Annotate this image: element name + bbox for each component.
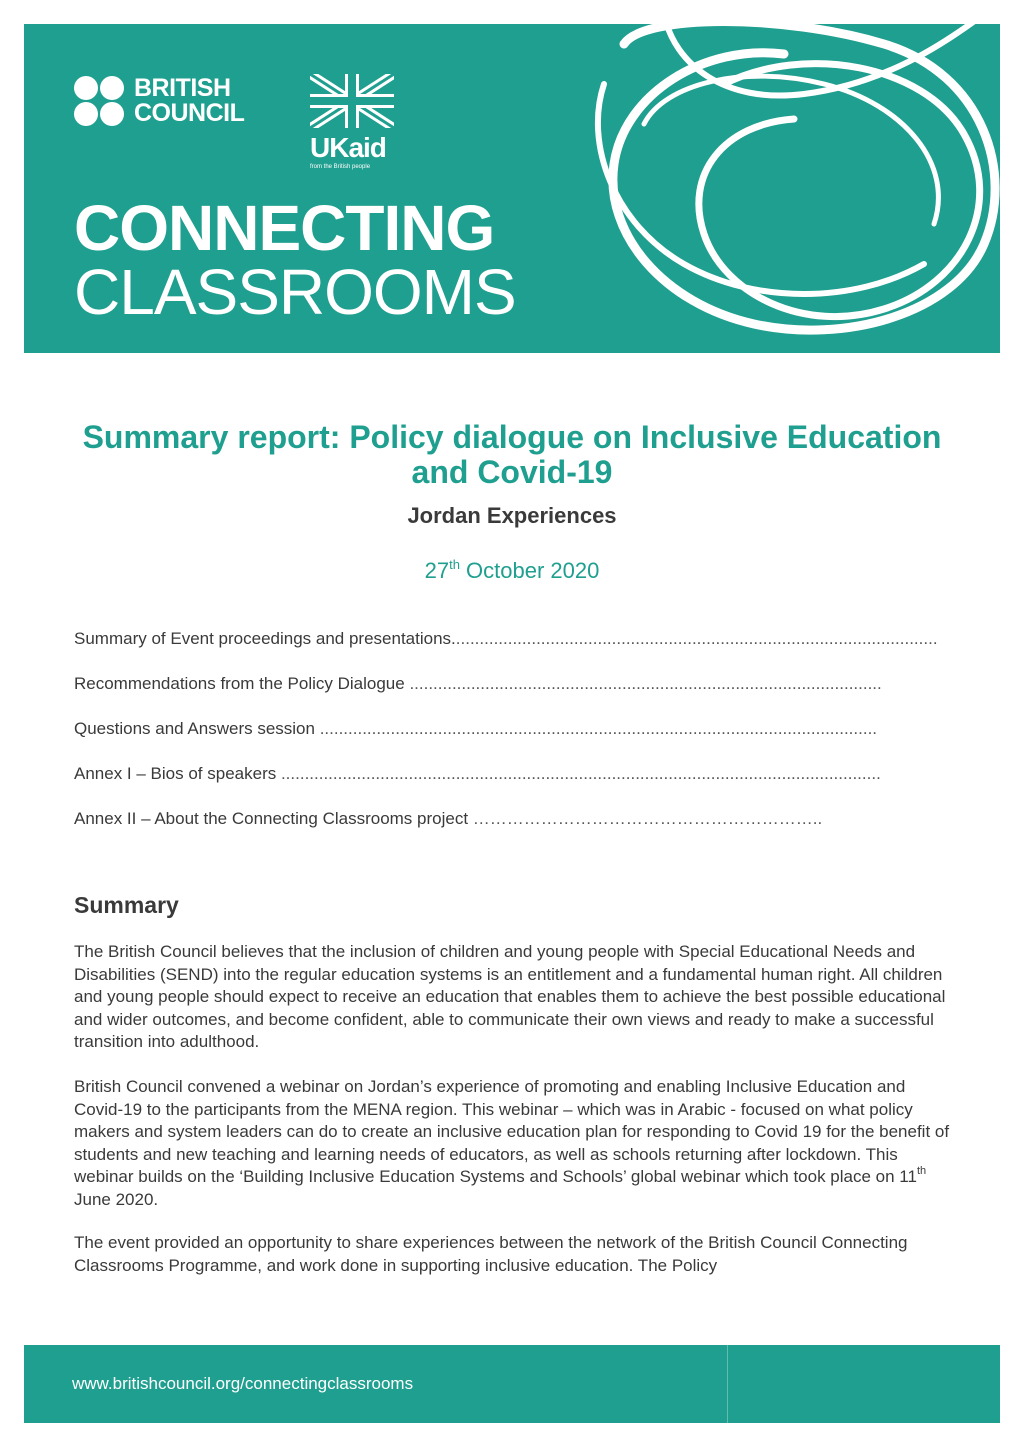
- ukaid-logo: [310, 74, 400, 174]
- toc-leader-dots: ......................................................................................................................: [319, 719, 878, 738]
- british-council-wordmark: BRITISH COUNCIL: [134, 74, 245, 127]
- toc-label: Annex II – About the Connecting Classrooms project: [74, 809, 473, 828]
- report-title: Summary report: Policy dialogue on Inclusive Education and Covid-19: [82, 419, 942, 490]
- report-subtitle: Jordan Experiences: [407, 503, 617, 528]
- toc-item-annex-1[interactable]: [74, 762, 954, 807]
- toc-label: Questions and Answers session: [74, 719, 320, 738]
- footer-divider: [727, 1345, 728, 1423]
- table-of-contents: [74, 627, 954, 852]
- footer-website-link[interactable]: www.britishcouncil.org/connectingclassrooms: [72, 1374, 414, 1393]
- summary-paragraph-2: [74, 1076, 954, 1211]
- summary-heading: Summary: [74, 892, 179, 918]
- toc-item-annex-2[interactable]: [74, 807, 954, 852]
- toc-leader-dots: ....................................................................................................: [409, 674, 882, 693]
- ukaid-tagline: from the British people: [310, 164, 371, 170]
- date-rest: October 2020: [459, 558, 600, 583]
- report-date: [74, 558, 950, 584]
- footer-band: [24, 1345, 1000, 1423]
- british-council-logo: [74, 74, 264, 130]
- toc-label: Recommendations from the Policy Dialogue: [74, 674, 410, 693]
- toc-leader-dots: ……………………………………………………..: [472, 809, 823, 828]
- paragraph-2-text: British Council convened a webinar on Jordan’s experience of promoting and enabling Inclusive Education and Covid-19 to the participants from the MENA region. This webinar – which was in Arabic - focused on what policy makers and system leaders can do to create an inclusive education plan for responding to Covid 19 for the benefit of students and new teaching and learning needs of educators, as well as schools returning after lockdown. This webinar builds on the ‘Building Inclusive Education Systems and Schools’ global webinar which took place on 11: [74, 1077, 950, 1186]
- summary-paragraph-1: The British Council believes that the inclusion of children and young people with Special Educational Needs and Disabilities (SEND) into the regular education systems is an entitlement and a fundamental human right. All children and young people should expect to receive an education that enables them to achieve the best possible educational and wider outcomes, and become confident, able to communicate their own views and ready to make a successful transition into adulthood.: [74, 942, 946, 1051]
- date-day: 27: [424, 558, 450, 583]
- toc-item-recommendations[interactable]: [74, 672, 954, 717]
- date-suffix: th: [449, 557, 460, 572]
- union-flag-icon: [310, 74, 394, 128]
- toc-item-summary[interactable]: [74, 627, 954, 672]
- brand-title-classrooms: CLASSROOMS: [74, 256, 516, 328]
- toc-item-questions[interactable]: [74, 717, 954, 762]
- toc-leader-dots: ......................................................................................................: [455, 629, 938, 648]
- paragraph-2-sup: th: [916, 1165, 927, 1177]
- british-council-dots-icon: [74, 74, 130, 130]
- summary-paragraph-3: The event provided an opportunity to share experiences between the network of the British Council Connecting Classrooms Programme, and work done in supporting inclusive education. The Policy: [74, 1233, 908, 1275]
- toc-label: Summary of Event proceedings and presentations.: [74, 629, 456, 648]
- toc-leader-dots: ...............................................................................................................................: [280, 764, 881, 783]
- toc-label: Annex I – Bios of speakers: [74, 764, 281, 783]
- ukaid-wordmark: UKaid: [310, 132, 386, 163]
- paragraph-2-end: June 2020.: [74, 1189, 159, 1209]
- brand-title-connecting: CONNECTING: [74, 192, 495, 264]
- header-band: [24, 24, 1000, 353]
